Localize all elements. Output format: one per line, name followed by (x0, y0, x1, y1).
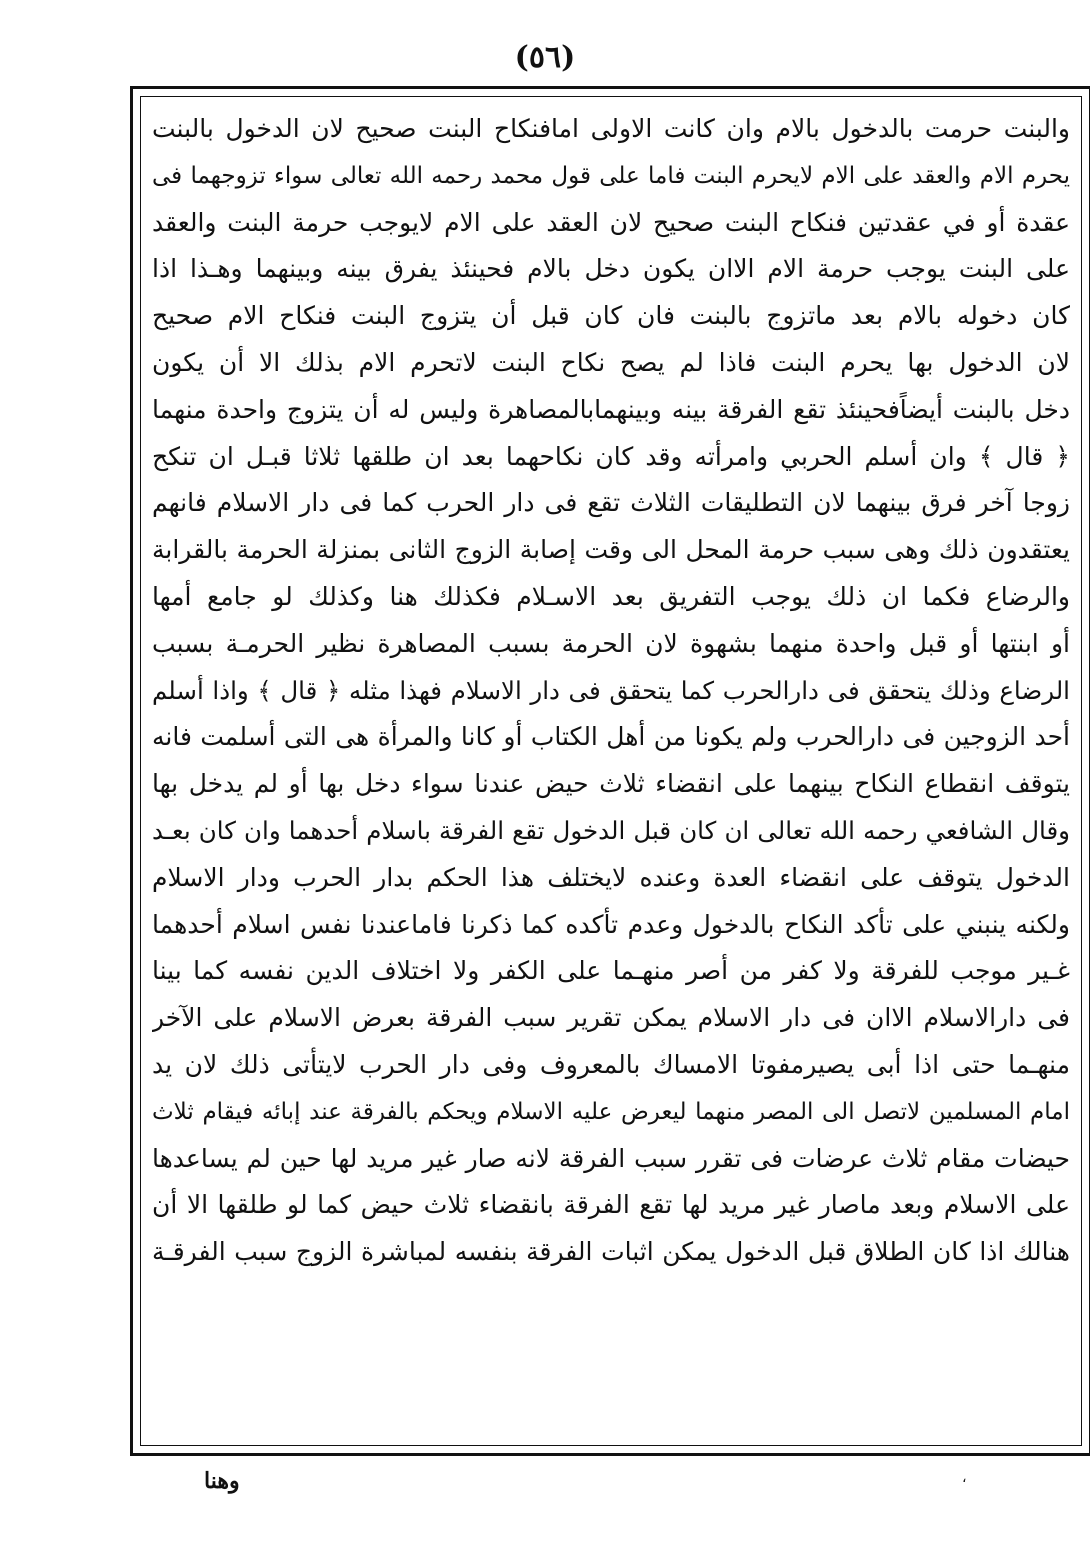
text-line: الدخول يتوقف على انقضاء العدة وعنده لايختلف هذا الحكم بدار الحرب ودار الاسلام (152, 862, 1070, 892)
page-number: (٥٦) (514, 40, 576, 75)
text-line: والبنت حرمت بالدخول بالام وان كانت الاولى امافنكاح البنت صحيح لان الدخول بالبنت (152, 114, 1070, 143)
text-line: هنالك اذا كان الطلاق قبل الدخول يمكن اثبات الفرقة بنفسه لمباشرة الزوج سبب الفرقـة (152, 1237, 1070, 1267)
text-line: حيضات مقام ثلاث عرضات فى تقرر سبب الفرقة لانه صار غير مريد لها حين لم يساعدها (152, 1143, 1070, 1173)
text-line: أحد الزوجين فى دارالحرب ولم يكونا من أهل الكتاب أو كانا والمرأة هى التى أسلمت فانه (152, 722, 1070, 752)
text-line: زوجا آخر فرق بينهما لان التطليقات الثلاث تقع فى دار الحرب كما فى دار الاسلام فانهم (152, 488, 1070, 518)
text-line: كان دخوله بالام بعد ماتزوج بالبنت فان كان قبل أن يتزوج البنت فنكاح الام صحيح (152, 301, 1070, 331)
text-line: امام المسلمين لاتصل الى المصر منهما ليعرض عليه الاسلام ويحكم بالفرقة عند إبائه فيقام ثلاث (152, 1098, 1070, 1125)
text-line: فى دارالاسلام الاان فى دار الاسلام يمكن تقرير سبب الفرقة بعرض الاسلام على الآخر (152, 1003, 1070, 1033)
catchword: وهنا (204, 1468, 240, 1494)
text-line: والرضاع فكما ان ذلك يوجب التفريق بعد الاسـلام فكذلك هنا وكذلك لو جامع أمها (152, 581, 1070, 611)
text-line: على الاسلام وبعد ماصار غير مريد لها تقع الفرقة بانقضاء ثلاث حيض كما لو طلقها الا أن (152, 1190, 1070, 1220)
text-line: على البنت يوجب حرمة الام الاان يكون دخل بالام فحينئذ يفرق بينه وبينهما وهـذا اذا (152, 254, 1070, 284)
text-line: وقال الشافعي رحمه الله تعالى ان كان قبل الدخول تقع الفرقة باسلام أحدهما وان كان بعـد (152, 815, 1070, 845)
corner-mark: ، (962, 1470, 967, 1486)
text-line: دخل بالبنت أيضاًفحينئذ تقع الفرقة بينه وبينهمابالمصاهرة وليس له أن يتزوج واحدة منهما (152, 394, 1070, 424)
text-line: يعتقدون ذلك وهى سبب حرمة المحل الى وقت إصابة الزوج الثانى بمنزلة الحرمة بالقرابة (152, 535, 1070, 565)
text-line: منهـما حتى اذا أبى يصيرمفوتا الامساك بالمعروف وفى دار الحرب لايتأتى ذلك لان يد (152, 1049, 1070, 1079)
text-line: لان الدخول بها يحرم البنت فاذا لم يصح نكاح البنت لاتحرم الام بذلك الا أن يكون (152, 347, 1070, 377)
text-line: يتوقف انقطاع النكاح بينهما على انقضاء ثلاث حيض عندنا سواء دخل بها أو لم يدخل بها (152, 769, 1070, 799)
text-line: غـير موجب للفرقة ولا كفر من أصر منهـما على الكفر ولا اختلاف الدين نفسه كما بينا (152, 956, 1070, 986)
page-text-body (148, 106, 1074, 1438)
text-line: الرضاع وذلك يتحقق فى دارالحرب كما يتحقق فى دار الاسلام فهذا مثله ﴿ قال ﴾ واذا أسلم (152, 675, 1070, 705)
text-line: أو ابنتها أو قبل واحدة منهما بشهوة لان الحرمة بسبب المصاهرة نظير الحرمـة بسبب (152, 628, 1070, 658)
text-line: ولكنه ينبني على تأكد النكاح بالدخول وعدم تأكده كما ذكرنا فاماعندنا نفس اسلام أحدهما (152, 909, 1070, 939)
text-line: يحرم الام والعقد على الام لايحرم البنت فاما على قول محمد رحمه الله تعالى سواء تزوجهما فى (152, 162, 1070, 189)
text-line: عقدة أو في عقدتين فنكاح البنت صحيح لان العقد على الام لايوجب حرمة البنت والعقد (152, 207, 1070, 237)
text-line: ﴿ قال ﴾ وان أسلم الحربي وامرأته وقد كان نكاحهما بعد ان طلقها ثلاثا قبـل ان تنكح (152, 441, 1070, 471)
